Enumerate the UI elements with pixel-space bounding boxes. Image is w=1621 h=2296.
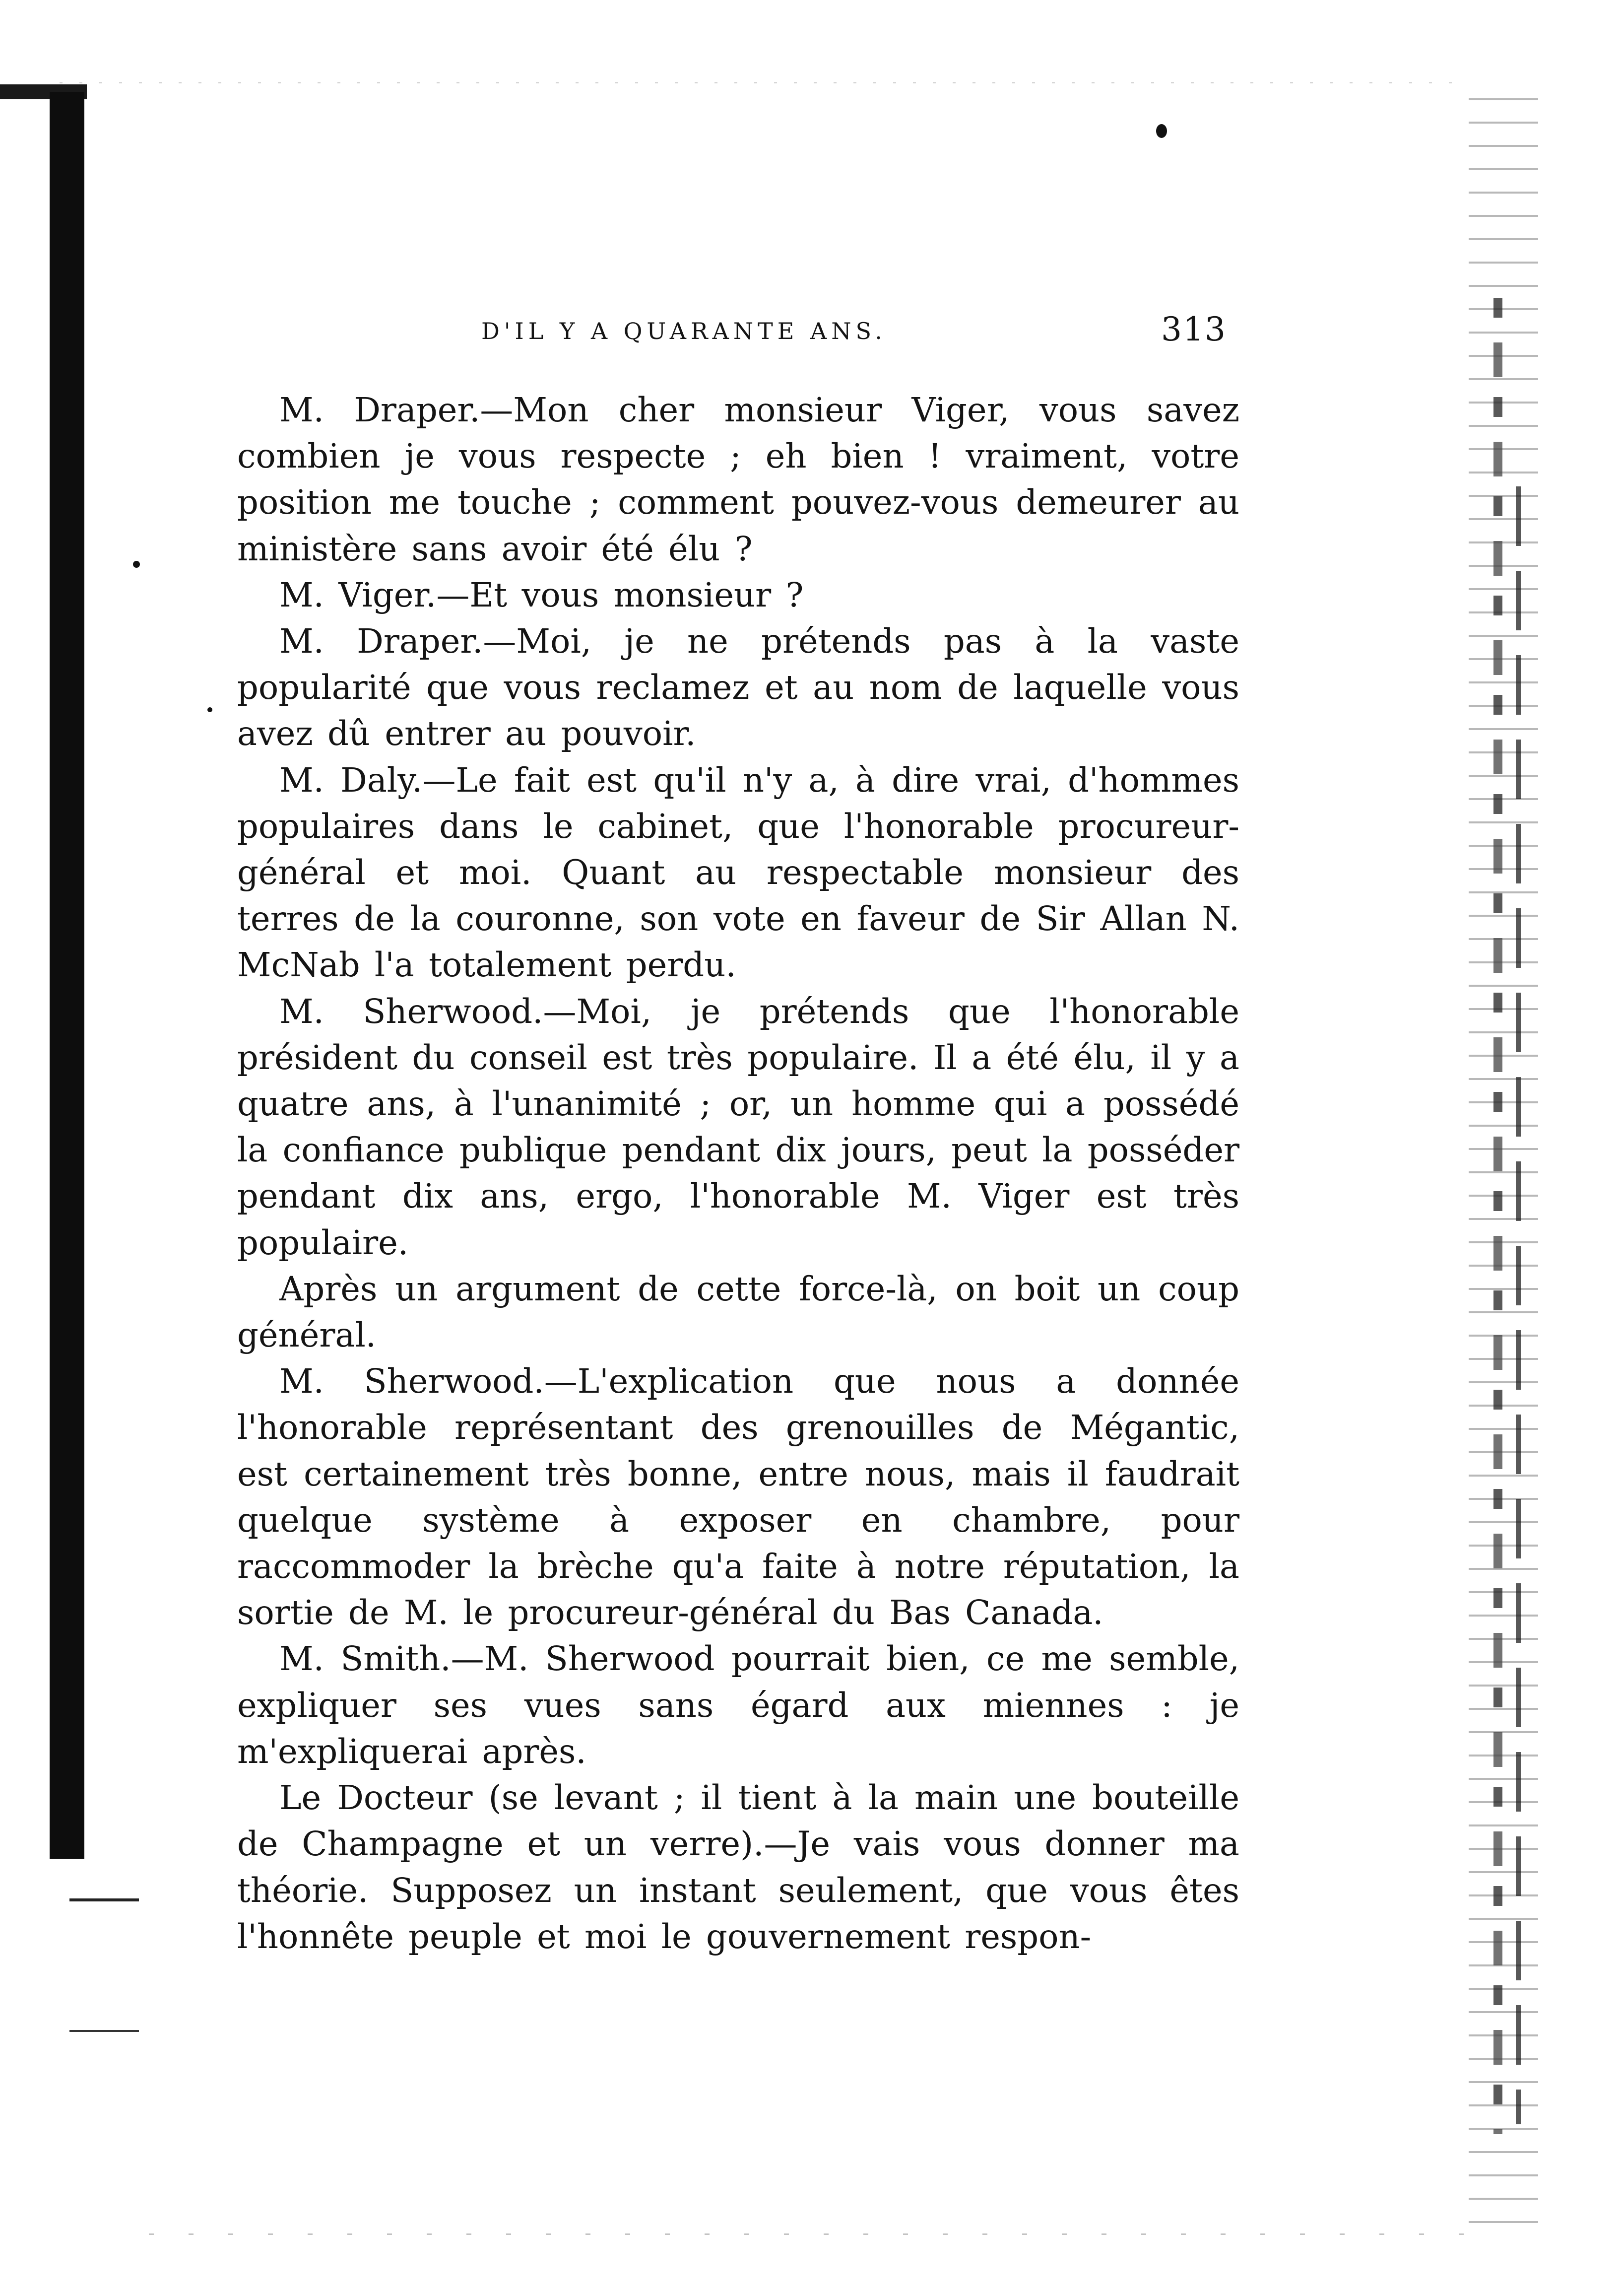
paragraph: [237, 757, 1239, 989]
paragraph: [237, 989, 1239, 1266]
paragraph-text: —Et vous monsieur ?: [436, 575, 804, 614]
scan-mark: [69, 1898, 139, 1901]
page-edge-noise: [1493, 298, 1502, 2134]
scan-noise: [60, 82, 1469, 83]
speaker-name: M. Smith.: [279, 1639, 451, 1679]
paragraph-text: —Le fait est qu'il n'y a, à dire vrai, d'hommes populaires dans le cabinet, que l'honorable procureur-général et moi. Quant au respectable monsieur des terres de la couronne, son vote en faveur de Sir Allan N. McNab l'a totalement perdu.: [237, 760, 1239, 985]
ink-spot: [207, 707, 212, 712]
scan-noise: [149, 2233, 1464, 2235]
speaker-name: M. Sherwood.: [279, 992, 543, 1031]
paragraph-text: —Moi, je ne prétends pas à la vaste popularité que vous reclamez et au nom de laquelle vous avez dû entrer au pouvoir.: [237, 622, 1239, 753]
speaker-name: M. Viger.: [279, 575, 437, 614]
paragraph-text: —M. Sherwood pourrait bien, ce me semble, expliquer ses vues sans égard aux miennes : je m'expliquerai après.: [237, 1639, 1239, 1771]
paragraph-text: (se levant ; il tient à la main une bouteille de Champagne et un verre).—Je vais vous donner ma théorie. Supposez un instant seulement, que vous êtes l'honnête peuple et moi le gouvernement respon-: [237, 1778, 1239, 1956]
scan-mark: [69, 2030, 139, 2032]
speaker-name: Le Docteur: [279, 1778, 473, 1818]
page-number: 313: [1161, 310, 1227, 348]
ink-spot: [1156, 124, 1167, 138]
paragraph-text: —Moi, je prétends que l'honorable président du conseil est très populaire. Il a été élu, il y a quatre ans, à l'unanimité ; or, un homme qui a possédé la confiance publique pendant dix jours, peut la posséder pendant dix ans, ergo, l'honorable M. Viger est très populaire.: [237, 992, 1239, 1262]
paragraph-text: —L'explication que nous a donnée l'honorable représentant des grenouilles de Mégantic, est certainement très bonne, entre nous, mais il faudrait quelque système à exposer en chambre, pour raccommoder la brèche qu'a faite à notre réputation, la sortie de M. le procureur-général du Bas Canada.: [237, 1362, 1240, 1632]
paragraph-text: Après un argument de cette force-là, on boit un coup général.: [237, 1269, 1239, 1355]
binding-shadow: [50, 92, 84, 1859]
paragraph: [237, 618, 1239, 757]
paragraph-text: —Mon cher monsieur Viger, vous savez combien je vous respecte ; eh bien ! vraiment, votre position me touche ; comment pouvez-vous demeurer au ministère sans avoir été élu ?: [237, 391, 1239, 568]
paragraph: [237, 1775, 1239, 1960]
body-text: [237, 387, 1239, 1960]
speaker-name: M. Sherwood.: [279, 1362, 544, 1401]
paragraph: [237, 1266, 1239, 1358]
speaker-name: M. Daly.: [279, 760, 423, 800]
speaker-name: M. Draper.: [279, 391, 480, 429]
speaker-name: M. Draper.: [279, 622, 483, 661]
page-edge-noise: [1516, 486, 1521, 2124]
running-title: D'IL Y A QUARANTE ANS.: [481, 318, 887, 344]
paragraph: [237, 1358, 1239, 1636]
paragraph: [237, 1636, 1239, 1775]
paragraph: [237, 387, 1239, 572]
paragraph: [237, 572, 1239, 618]
ink-spot: [133, 561, 140, 568]
page-edge-noise: [1469, 89, 1538, 2233]
